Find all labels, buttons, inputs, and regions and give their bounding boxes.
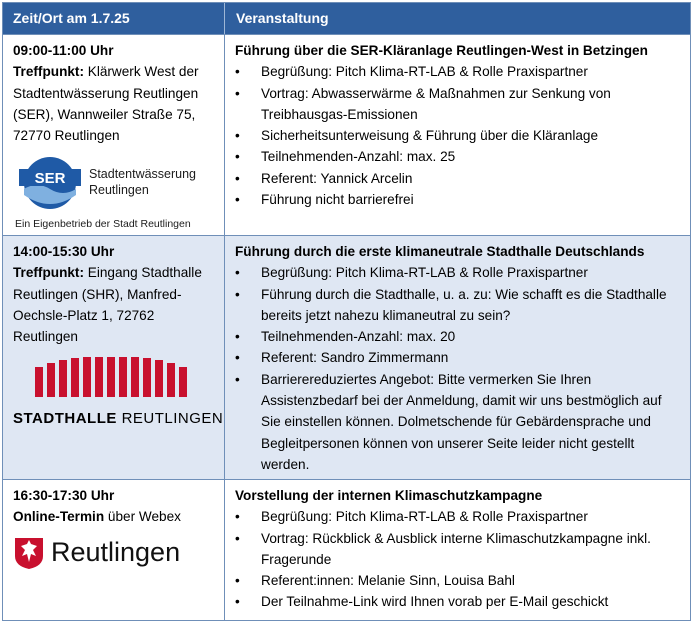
table-row — [3, 479, 690, 620]
table-header — [3, 3, 690, 34]
time-place-cell — [3, 35, 225, 235]
event-details-cell — [225, 35, 690, 235]
time-place-cell — [3, 236, 225, 479]
ser-logo — [13, 152, 216, 234]
event-time: 09:00-11:00 Uhr — [13, 43, 114, 58]
list-item: • Der Teilnahme-Link wird Ihnen vorab per E-Mail geschickt — [235, 591, 684, 612]
list-item: • Teilnehmenden-Anzahl: max. 20 — [235, 326, 684, 347]
event-title: Führung über die SER-Kläranlage Reutlingen-West in Betzingen — [235, 43, 648, 58]
event-title: Führung durch die erste klimaneutrale Stadthalle Deutschlands — [235, 244, 645, 259]
ser-logo-name-line1: Stadtentwässerung — [89, 167, 197, 182]
event-location: Treffpunkt: Eingang Stadthalle Reutlingen (SHR), Manfred-Oechsle-Platz 1, 72762 Reutlingen — [13, 265, 202, 345]
event-location: Treffpunkt: Klärwerk West der Stadtentwässerung Reutlingen (SER), Wannweiler Straße 75, 72770 Reutlingen — [13, 64, 199, 144]
event-details-cell — [225, 236, 690, 479]
list-item: • Vortrag: Abwasserwärme & Maßnahmen zur Senkung von Treibhausgas-Emissionen — [235, 83, 684, 126]
time-place-cell — [3, 480, 225, 620]
ser-logo-name-line2: Reutlingen — [89, 183, 149, 198]
list-item: • Vortrag: Rückblick & Ausblick interne Klimaschutzkampagne inkl. Fragerunde — [235, 528, 684, 571]
list-item: • Begrüßung: Pitch Klima-RT-LAB & Rolle Praxispartner — [235, 262, 684, 283]
event-title: Vorstellung der internen Klimaschutzkampagne — [235, 488, 543, 503]
reutlingen-logo-word: Reutlingen — [51, 536, 181, 567]
list-item: • Referent:innen: Melanie Sinn, Louisa Bahl — [235, 570, 684, 591]
ser-logo-mark-icon — [15, 155, 85, 211]
event-item-list — [235, 262, 684, 475]
event-location: Online-Termin über Webex — [13, 509, 181, 525]
eagle-crest-icon — [13, 536, 45, 570]
event-table — [2, 2, 691, 621]
list-item: • Führung nicht barrierefrei — [235, 189, 684, 210]
stadthalle-logo — [13, 357, 224, 429]
table-row — [3, 34, 690, 235]
list-item: • Begrüßung: Pitch Klima-RT-LAB & Rolle Praxispartner — [235, 506, 684, 527]
svg-text:SER: SER — [34, 170, 66, 188]
ser-logo-subtitle: Ein Eigenbetrieb der Stadt Reutlingen — [15, 218, 191, 231]
list-item: • Teilnehmenden-Anzahl: max. 25 — [235, 146, 684, 167]
stadthalle-logo-word1: STADTHALLE — [13, 409, 117, 427]
event-item-list — [235, 506, 684, 612]
list-item: • Sicherheitsunterweisung & Führung über die Kläranlage — [235, 125, 684, 146]
header-time-place: Zeit/Ort am 1.7.25 — [3, 3, 225, 34]
event-time: 14:00-15:30 Uhr — [13, 244, 115, 259]
event-time: 16:30-17:30 Uhr — [13, 488, 115, 503]
event-item-list — [235, 61, 684, 210]
event-details-cell — [225, 480, 690, 620]
reutlingen-logo — [13, 536, 220, 570]
stadthalle-logo-word2: REUTLINGEN — [121, 409, 224, 427]
list-item: • Führung durch die Stadthalle, u. a. zu: Wie schafft es die Stadthalle bereits jetzt nahezu klimaneutral zu sein? — [235, 284, 684, 327]
stadthalle-bars-icon — [13, 357, 213, 397]
table-row — [3, 235, 690, 479]
list-item: • Begrüßung: Pitch Klima-RT-LAB & Rolle Praxispartner — [235, 61, 684, 82]
list-item: • Referent: Sandro Zimmermann — [235, 347, 684, 368]
list-item: • Referent: Yannick Arcelin — [235, 168, 684, 189]
header-event: Veranstaltung — [236, 10, 329, 26]
list-item: • Barrierereduziertes Angebot: Bitte vermerken Sie Ihren Assistenzbedarf bei der Anmeldung, damit wir uns bestmöglich auf Sie einstellen können. Dolmetschende für Gebärdensprache und Begleitpersonen können von unserer Seite leider nicht gestellt werden. — [235, 369, 684, 475]
